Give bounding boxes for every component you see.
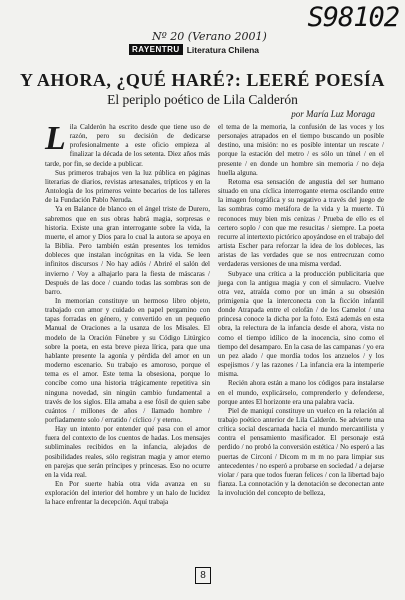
paragraph: ila Calderón ha escrito desde que tiene uso de razón, pero su decisión de dedicarse profesionalmente a este oficio empieza al finalizar la década de los setenta. Diez años más tarde, por fin, se decide a publicar. (45, 123, 210, 168)
paragraph: Piel de maniquí constituye un vuelco en la relación al trabajo poético anterior de Lila Calderón. Se advierte una crítica social descarnada hacia el mundo mercantilista y contra el pensamiento masificador. El personaje está perdido / no probó la conversión estética / No esperó a las puertas de Circoní / Dicom m m m no para limpiar sus antecedentes / no esperó a probarse en sociedad / a dejarse violar / para que todos fueran felices / con la libertad bajo fianza. La connotación y la denotación se deconectan ante la involución del concepto de belleza, (218, 406, 384, 498)
page-number: 8 (195, 567, 211, 584)
article-author: por María Luz Moraga (291, 109, 375, 119)
handwritten-issue-note: Nº 20 (Verano 2001) (152, 30, 267, 43)
paragraph: Recién ahora están a mano los códigos para instalarse en el mundo, explicárselo, comprenderlo y defenderse, porque antes El horizonte era una palabra vacía. (218, 379, 384, 406)
paragraph: Hay un intento por entender qué pasa con el amor fuera del contexto de los cuentos de hadas. Los mensajes subliminales recibidos en la infancia, alejados de posibilidades reales, sólo registran magia y amor eterno en parejas que serán príncipes y princesas. Eso no ocurre en la vida real. (45, 425, 210, 479)
paragraph: In memorian constituye un hermoso libro objeto, trabajado con amor y cuidado en papel pergamino con tapas forradas en género, y convertido en un pequeño Manual de Oraciones a la usanza de los Misales. El modelo de la Oración Fúnebre y su Código Litúrgico sobre la poeta, en esta breve pieza lírica, para que una hablante presente la agonía y pérdida del amor en un moderno escenario. Su trabajo es amoroso, porque el tema es el amor. Este tema la obsesiona, porque lo concibe como una historia trágicamente repetitiva sin ninguna novedad, sin ningún cambio fundamental a través de los siglos. Ella amaba a ese fósil de quien sabe cuántos / millones de años / llamado hombre / porfiadamente solo / erratido / cíclico / y eterno. (45, 296, 210, 424)
body-column-left (45, 120, 210, 508)
drop-cap: L (45, 120, 66, 157)
paragraph: Sus primeros trabajos ven la luz pública en páginas literarias de diarios, revistas artesanales, trípticos y en la Antología de los primeros veinte becarios de los talleres de la Fundación Pablo Neruda. (45, 168, 210, 205)
paragraph: Ya en Balance de blanco en el ángel triste de Durero, sabremos que en sus obras habrá magia, sorpresas e historia. Existe una gran interrogante sobre la vida, la muerte, el amor y Dios para lo cual la autora se apoya en la Biblia. Pero también están presentes los temidos dobleces que instalan incógnitas en la vida. Se leen infinitos discursos / No hay adiós / Abriré el salón del invierno / Voy a alhajarlo para la fiesta de máscaras / Después de las doce / cuando todas las sombras son de barro. (45, 205, 210, 296)
section-tag: RAYENTRU (129, 44, 183, 55)
paragraph: Retoma esa sensación de angustia del ser humano situado en una cíclica interrogante eterna oscilando entre la imagen fotográfica y su negativo a través del juego de las sombras como metáfora de la vida y la muerte. Tú reconoces muy bien mis cenizas / Prueba de ello es el certero soplo / con que me resucitas / siempre. La poeta recurre al intertexto pictórico apoyándose en el trabajo del artista Escher para reforzar la idea de los dobleces, las aristas de las verdades que se nos entrecruzan como verdaderas versiones de una misma verdad. (218, 177, 384, 269)
section-name: Literatura Chilena (186, 44, 259, 55)
section-header (129, 44, 259, 55)
article-subtitle: El periplo poético de Lila Calderón (107, 92, 298, 107)
paragraph: Subyace una crítica a la producción publicitaria que juega con la antigua magia y con el simulacro. Vuelve otra vez, atraída como por un imán a su obsesión primigenia que la interconecta con la ficción infantil donde Atrapada entre el celofán / de los Camelot / una princesa conoce la dicha por la foto. Está además en esta obra, la relectura de la infancia desde el ahora, vista no como el tiempo idílico de la inocencia, sino como el tiempo del desamparo. En la casa de las campanas / yo era un pez alado / que mordía todos los anzuelos / y los espejismos / y las razones / La infancia era la intemperie misma. (218, 269, 384, 379)
catalog-number: S98102 (307, 2, 399, 33)
paragraph: el tema de la memoria, la confusión de las voces y los personajes atrapados en el tiempo buscando un posible destino, una misión: no es posible intentar un rescate / porque la estación del metro / es sólo un túnel / en el presente / en donde un hombre sin memoria / no deja huella alguna. (218, 123, 384, 177)
article-title: Y AHORA, ¿QUÉ HARÉ?: LEERÉ POESÍA (20, 70, 385, 90)
paragraph: En Por suerte había otra vida avanza en su exploración del interior del hombre y un halo de lucidez la hace enfrentar la decepción. Aquí trabaja (45, 480, 210, 507)
body-column-right (218, 123, 384, 498)
